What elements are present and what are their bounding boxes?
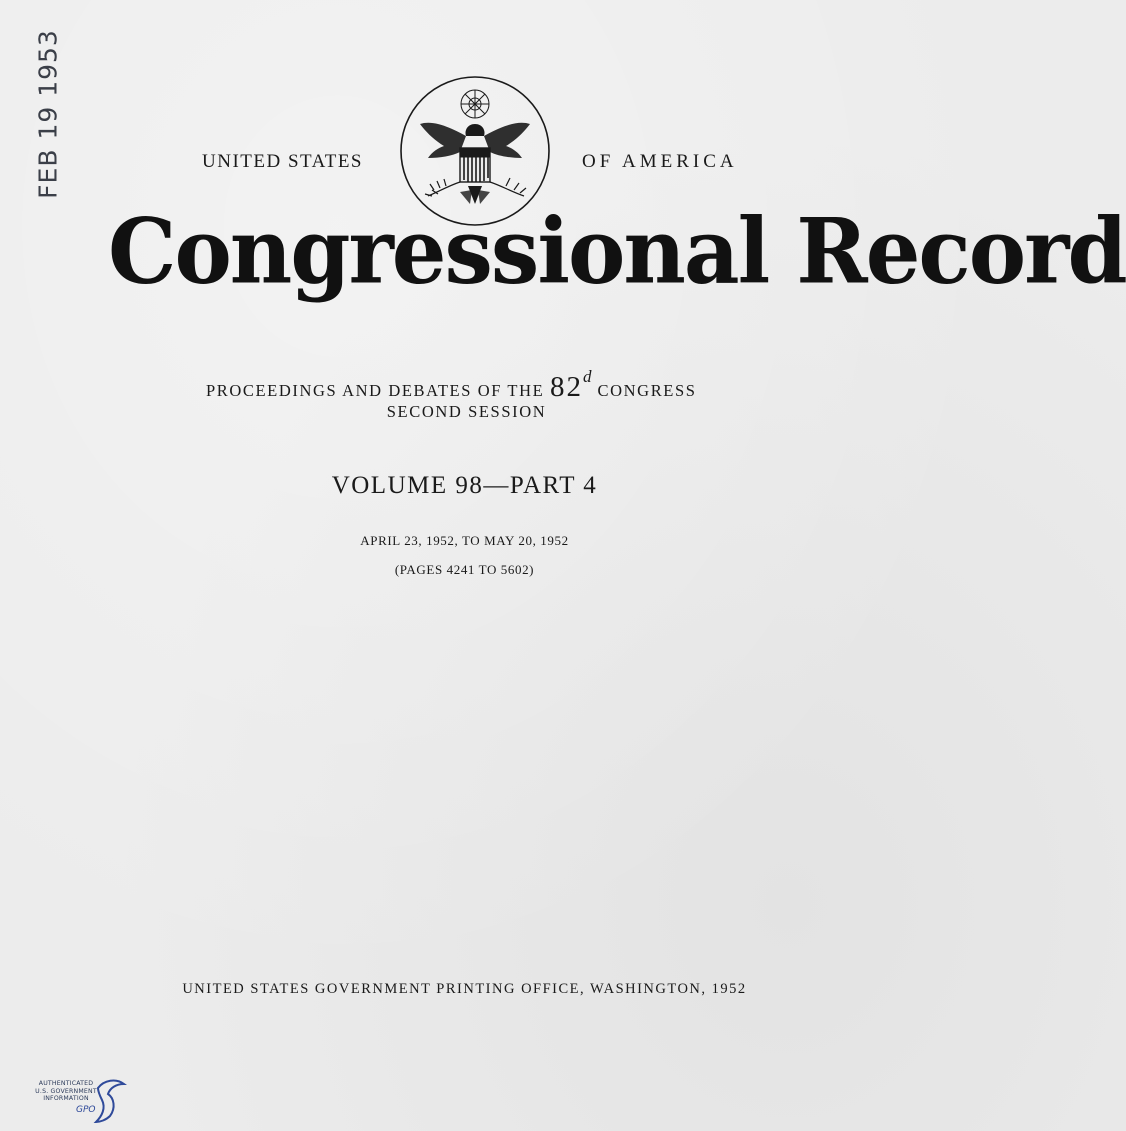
masthead-title: Congressional Record: [108, 198, 1126, 305]
session-line: SECOND SESSION: [386, 402, 547, 421]
header-of-america: OF AMERICA: [582, 151, 738, 172]
page-range: (PAGES 4241 TO 5602): [394, 562, 535, 577]
printer-imprint: UNITED STATES GOVERNMENT PRINTING OFFICE, WASHINGTON, 1952: [182, 981, 747, 997]
gpo-line-1: AUTHENTICATED: [38, 1080, 94, 1087]
volume-line: VOLUME 98—PART 4: [331, 472, 598, 499]
proceedings-prefix: PROCEEDINGS AND DEBATES OF THE: [206, 381, 545, 400]
date-range: APRIL 23, 1952, TO MAY 20, 1952: [360, 533, 569, 548]
received-date-stamp: [26, 29, 70, 199]
gpo-badge-text: [30, 1080, 102, 1103]
gpo-eagle-icon: [94, 1078, 126, 1124]
stamp-text: FEB 19 1953: [33, 29, 63, 199]
proceedings-suffix: CONGRESS: [597, 381, 697, 400]
gpo-line-2: U.S. GOVERNMENT: [35, 1087, 97, 1095]
gpo-authentication-badge: [30, 1078, 126, 1124]
congress-number: 82: [550, 371, 584, 403]
congress-ordinal-suffix: d: [583, 367, 592, 386]
gpo-line-3: INFORMATION: [43, 1095, 89, 1102]
gpo-logo-text: GPO: [76, 1105, 96, 1115]
header-united-states: UNITED STATES: [202, 151, 363, 172]
proceedings-line: [206, 367, 697, 404]
